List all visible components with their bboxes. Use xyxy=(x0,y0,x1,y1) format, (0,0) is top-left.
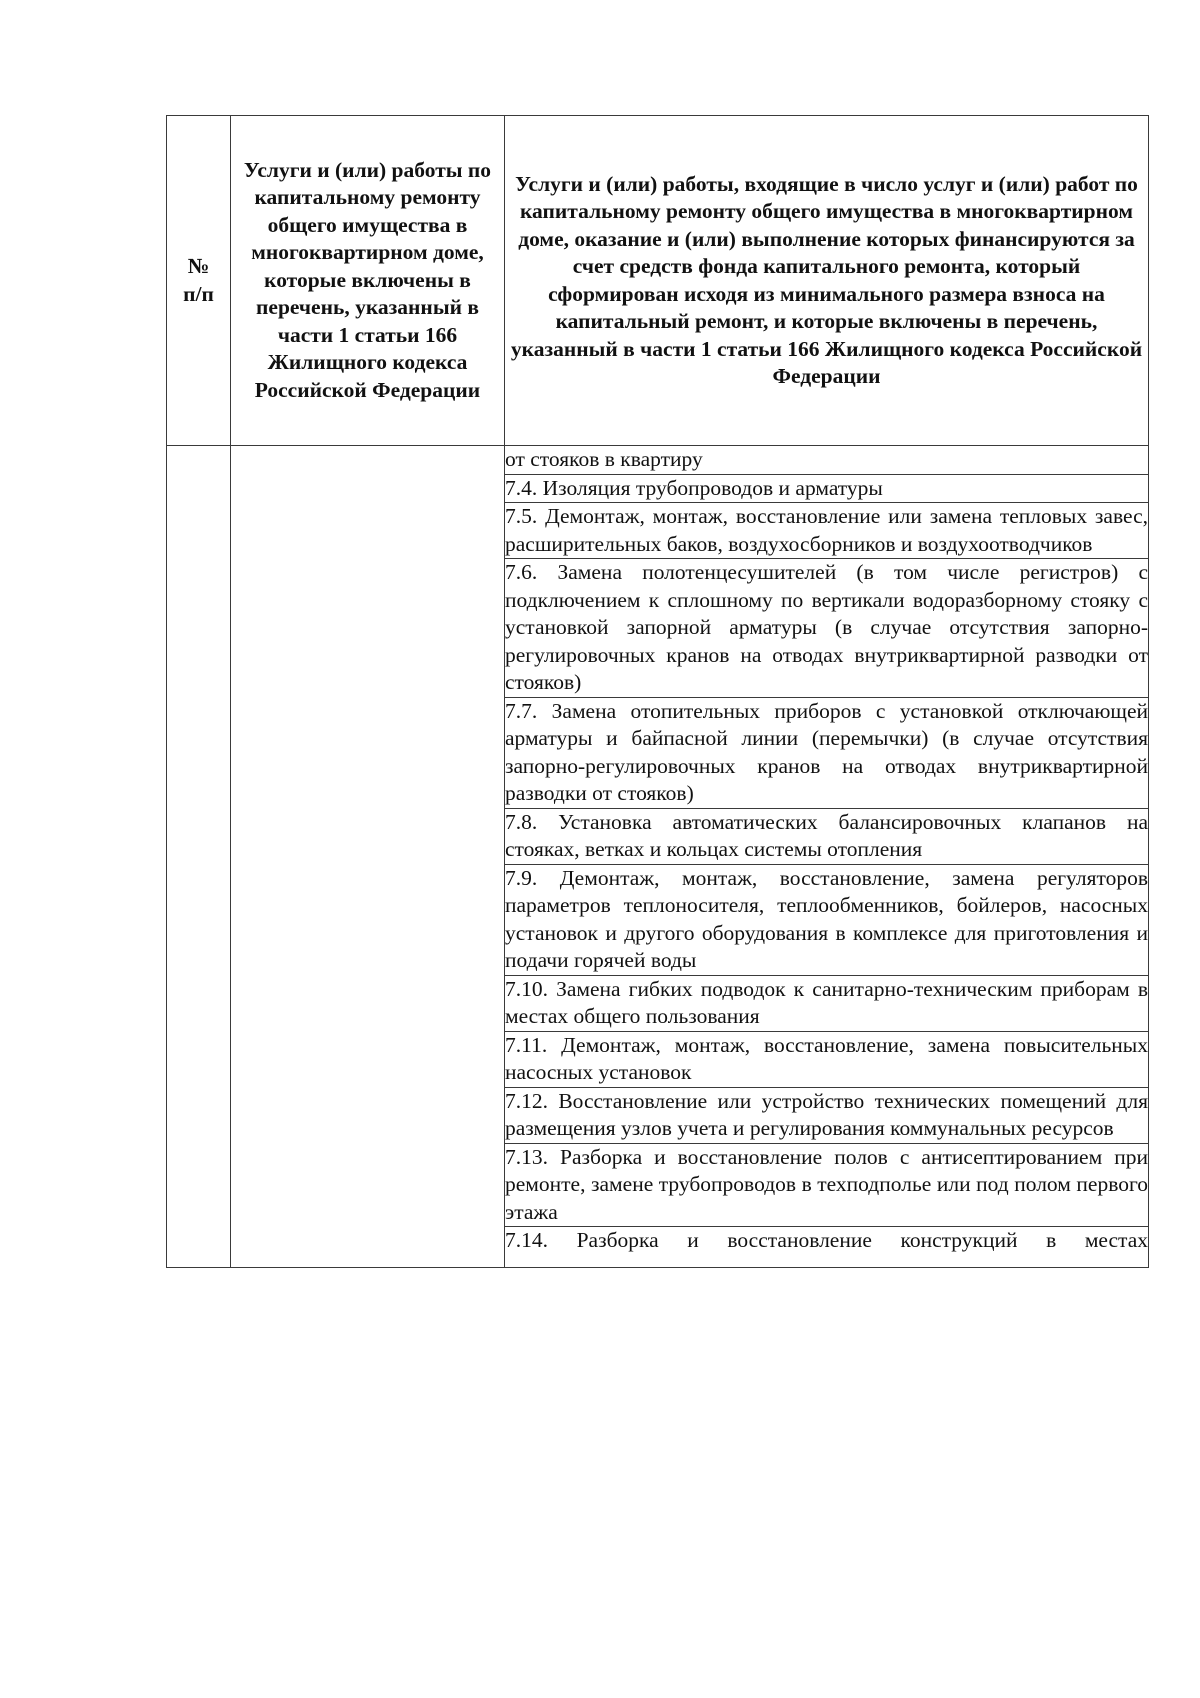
list-item xyxy=(505,864,1149,975)
item-text: 7.7. Замена отопительных приборов с установкой отключающей арматуры и байпасной линии (перемычки) (в случае отсутствия запорно-регулировочных кранов на отводах внутриквартирной разводки от стояков) xyxy=(505,698,1148,805)
list-item xyxy=(505,808,1149,864)
list-item xyxy=(505,1031,1149,1087)
header-works-list-label: Услуги и (или) работы по капитальному ремонту общего имущества в многоквартирном доме, которые включены в перечень, указанный в части 1 статьи 166 Жилищного кодекса Российской Федерации xyxy=(243,157,492,402)
list-item xyxy=(505,975,1149,1031)
number-cell-empty xyxy=(167,446,231,1268)
header-number-label: № п/п xyxy=(183,254,214,306)
list-item xyxy=(505,1143,1149,1227)
item-text: 7.14. Разборка и восстановление конструкций в местах xyxy=(505,1228,1148,1252)
header-financed-works-cell xyxy=(505,116,1149,446)
header-works-list-cell xyxy=(231,116,505,446)
header-financed-works-label: Услуги и (или) работы, входящие в число услуг и (или) работ по капитальному ремонту общего имущества в многоквартирном доме, оказание и (или) выполнение которых финансируются за счет средств фонда капитального ремонта, который сформирован исходя из минимального размера взноса на капитальный ремонт, и которые включены в перечень, указанный в части 1 статьи 166 Жилищного кодекса Российской Федерации xyxy=(510,171,1143,388)
item-text: 7.8. Установка автоматических балансировочных клапанов на стояках, ветках и кольцах системы отопления xyxy=(505,809,1148,861)
table-header-row xyxy=(167,116,1149,446)
works-list-cell-empty xyxy=(231,446,505,1268)
item-text: от стояков в квартиру xyxy=(505,447,703,471)
item-text: 7.4. Изоляция трубопроводов и арматуры xyxy=(505,475,883,500)
item-text: 7.5. Демонтаж, монтаж, восстановление или замена тепловых завес, расширительных баков, воздухосборников и воздухоотводчиков xyxy=(505,504,1148,556)
list-item xyxy=(505,559,1149,698)
list-item xyxy=(505,446,1149,475)
header-number-cell xyxy=(167,116,231,446)
item-text: 7.13. Разборка и восстановление полов с антисептированием при ремонте, замене трубопроводов в техподполье или под полом первого этажа xyxy=(505,1144,1148,1224)
list-item xyxy=(505,503,1149,559)
capital-repair-works-table xyxy=(166,115,1149,1268)
item-text: 7.10. Замена гибких подводок к санитарно-техническим приборам в местах общего пользования xyxy=(505,976,1148,1028)
item-text: 7.11. Демонтаж, монтаж, восстановление, замена повысительных насосных установок xyxy=(505,1032,1148,1084)
table-row xyxy=(167,446,1149,475)
item-text: 7.12. Восстановление или устройство технических помещений для размещения узлов учета и регулирования коммунальных ресурсов xyxy=(505,1088,1148,1140)
list-item xyxy=(505,474,1149,503)
item-text: 7.6. Замена полотенцесушителей (в том числе регистров) с подключением к сплошному по вертикали водоразборному стояку с установкой запорной арматуры (в случае отсутствия запорно-регулировочных кранов на отводах внутриквартирной разводки от стояков) xyxy=(505,560,1148,694)
list-item xyxy=(505,1087,1149,1143)
list-item xyxy=(505,1227,1149,1268)
item-text: 7.9. Демонтаж, монтаж, восстановление, замена регуляторов параметров теплоносителя, теплообменников, бойлеров, насосных установок и другого оборудования в комплексе для приготовления и подачи горячей воды xyxy=(505,865,1148,972)
list-item xyxy=(505,697,1149,808)
